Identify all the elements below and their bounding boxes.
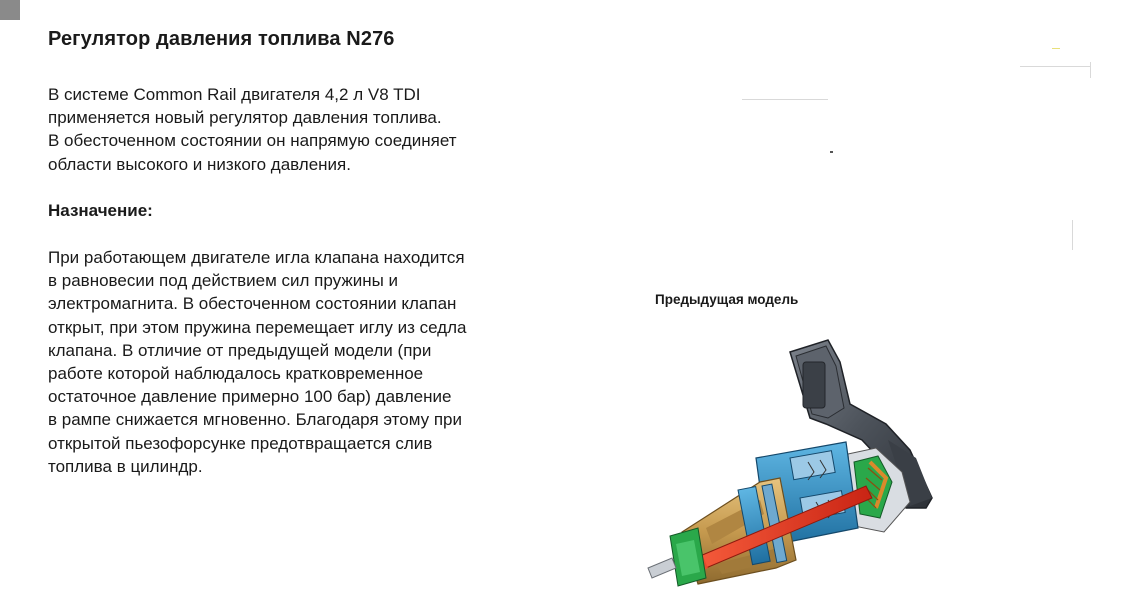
corner-marker (0, 0, 20, 20)
body-line: работе которой наблюдалось кратковременное (48, 364, 424, 384)
inlet-pin (648, 558, 676, 578)
figure-caption: Предыдущая модель (655, 292, 799, 307)
body-line: клапана. В отличие от предыдущей модели (при (48, 340, 432, 360)
body-line: в равновесии под действием сил пружины и (48, 271, 399, 291)
scan-speck (830, 151, 833, 153)
intro-paragraph (48, 83, 548, 176)
scan-speck (742, 99, 828, 100)
body-line: При работающем двигателе игла клапана находится (48, 248, 465, 267)
body-line: остаточное давление примерно 100 бар) давление (48, 387, 452, 407)
body-line: открытой пьезофорсунке предотвращается слив (48, 433, 433, 453)
section-heading: Назначение: (48, 201, 153, 220)
pressure-regulator-cutaway-icon (640, 322, 960, 592)
pressure-regulator-illustration (640, 322, 960, 592)
scan-speck (1090, 62, 1091, 78)
intro-line: применяется новый регулятор давления топлива. (48, 108, 442, 128)
scan-speck (1052, 48, 1060, 49)
scan-speck (1020, 66, 1090, 67)
body-line: топлива в цилиндр. (48, 456, 203, 476)
intro-line: В системе Common Rail двигателя 4,2 л V8 TDI (48, 85, 421, 104)
page-title: Регулятор давления топлива N276 (48, 28, 395, 50)
intro-line: области высокого и низкого давления. (48, 154, 351, 174)
purpose-paragraph (48, 246, 548, 478)
body-line: открыт, при этом пружина перемещает иглу из седла (48, 317, 467, 337)
intro-line: В обесточенном состоянии он напрямую соединяет (48, 131, 457, 151)
scan-speck (1072, 220, 1073, 250)
body-line: электромагнита. В обесточенном состоянии клапан (48, 294, 457, 314)
body-line: в рампе снижается мгновенно. Благодаря этому при (48, 410, 462, 430)
